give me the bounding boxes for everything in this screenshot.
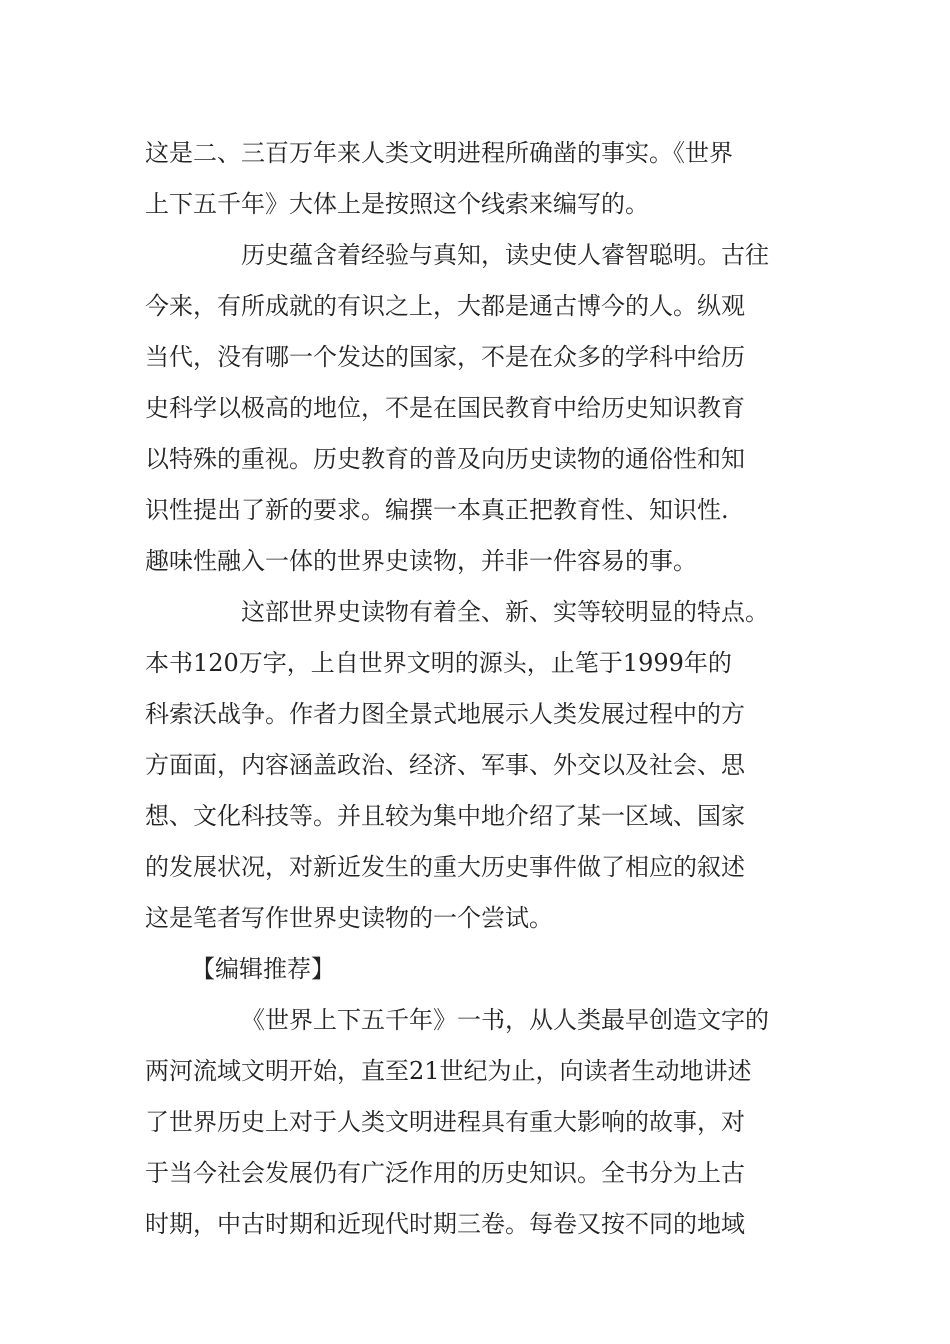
- text-line: 两河流域文明开始，直至21世纪为止，向读者生动地讲述: [145, 1057, 752, 1085]
- paragraph-start-line: 历史蕴含着经验与真知，读史使人睿智聪明。古往: [241, 241, 769, 269]
- document-body: [145, 128, 815, 1250]
- text-line: 的发展状况，对新近发生的重大历史事件做了相应的叙述: [145, 853, 745, 881]
- text-line: 时期，中古时期和近现代时期三卷。每卷又按不同的地域: [145, 1210, 745, 1238]
- text-line: 今来，有所成就的有识之上，大都是通古博今的人。纵观: [145, 292, 745, 320]
- text-line: 这是二、三百万年来人类文明进程所确凿的事实。《世界: [145, 139, 733, 167]
- text-line: 想、文化科技等。并且较为集中地介绍了某一区域、国家: [145, 802, 745, 830]
- text-line: 史科学以极高的地位，不是在国民教育中给历史知识教育: [145, 394, 745, 422]
- text-line: 本书120万字，上自世界文明的源头，止笔于1999年的: [145, 649, 732, 677]
- text-line: 上下五千年》大体上是按照这个线索来编写的。: [145, 190, 649, 218]
- text-line: 识性提出了新的要求。编撰一本真正把教育性、知识性.: [145, 496, 729, 524]
- text-line: 科索沃战争。作者力图全景式地展示人类发展过程中的方: [145, 700, 745, 728]
- section-heading: 【编辑推荐】: [191, 955, 335, 983]
- text-line: 趣味性融入一体的世界史读物，并非一件容易的事。: [145, 547, 697, 575]
- text-line: 了世界历史上对于人类文明进程具有重大影响的故事，对: [145, 1108, 745, 1136]
- text-line: 这是笔者写作世界史读物的一个尝试。: [145, 904, 553, 932]
- text-line: 当代，没有哪一个发达的国家，不是在众多的学科中给历: [145, 343, 745, 371]
- text-line: 以特殊的重视。历史教育的普及向历史读物的通俗性和知: [145, 445, 745, 473]
- text-line: 于当今社会发展仍有广泛作用的历史知识。全书分为上古: [145, 1159, 745, 1187]
- text-line: 方面面，内容涵盖政治、经济、军事、外交以及社会、思: [145, 751, 745, 779]
- paragraph-start-line: 这部世界史读物有着全、新、实等较明显的特点。: [241, 598, 769, 626]
- paragraph-start-line: 《世界上下五千年》一书，从人类最早创造文字的: [241, 1006, 769, 1034]
